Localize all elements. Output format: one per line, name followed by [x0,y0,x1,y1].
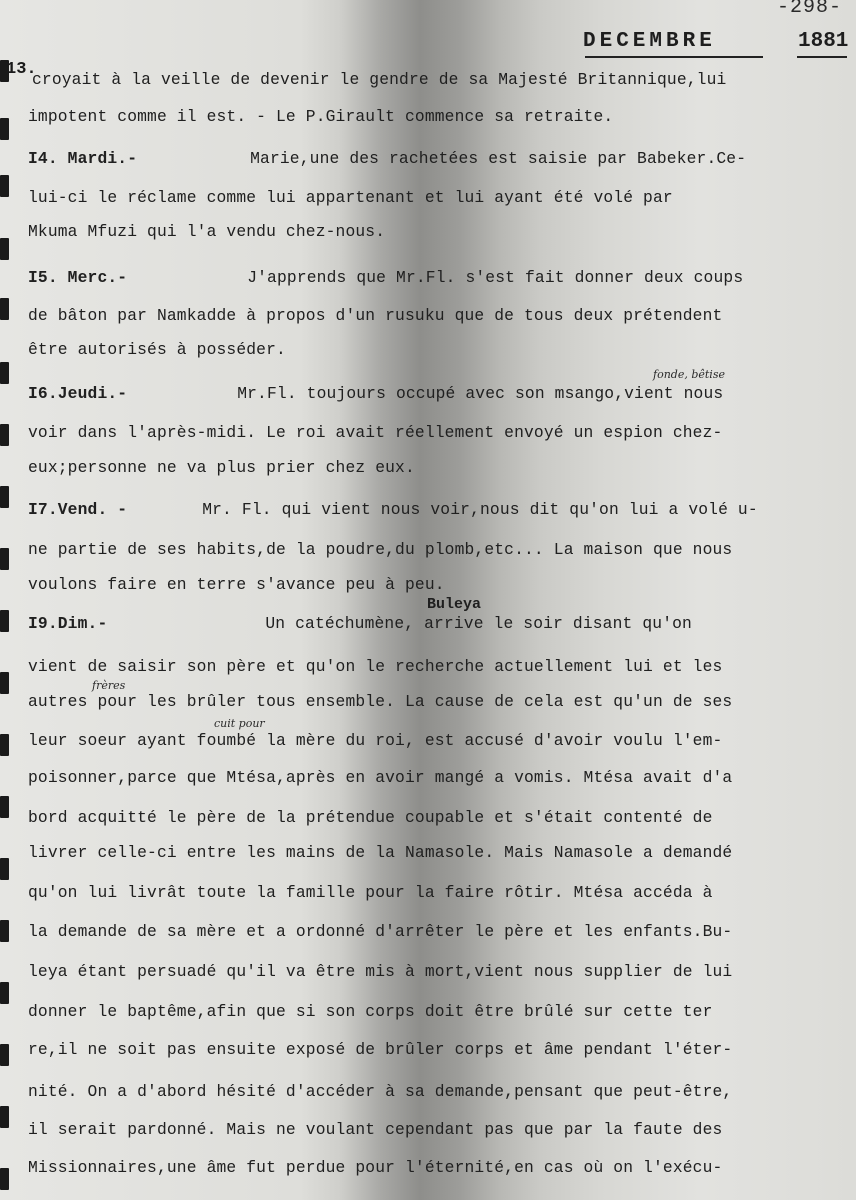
text-line: nité. On a d'abord hésité d'accéder à sa demande,pensant que peut-être, [28,1082,733,1101]
text-line: être autorisés à posséder. [28,340,286,359]
text-line: impotent comme il est. - Le P.Girault commence sa retraite. [28,107,614,126]
text-line: I7.Vend. - Mr. Fl. qui vient nous voir,nous dit qu'on lui a volé u- [28,500,758,519]
entry-date: I6.Jeudi.- [28,384,128,403]
text-line: voulons faire en terre s'avance peu à peu. [28,575,445,594]
entry-date: I4. Mardi.- [28,149,138,168]
text-line: qu'on lui livrât toute la famille pour la faire rôtir. Mtésa accéda à [28,883,713,902]
text-line: I9.Dim.- Un catéchumène, arrive le soir disant qu'on [28,614,692,633]
page-number: -298- [776,0,842,19]
text-line: bord acquitté le père de la prétendue coupable et s'était contenté de [28,808,713,827]
text-line: eux;personne ne va plus prier chez eux. [28,458,415,477]
entry-date: I9.Dim.- [28,614,108,633]
header-year-underline [797,56,847,58]
entry-date: I5. Merc.- [28,268,128,287]
text-line: I6.Jeudi.- Mr.Fl. toujours occupé avec son msango,vient nous [28,384,724,403]
header-year: 1881 [798,30,849,53]
text-line: re,il ne soit pas ensuite exposé de brûler corps et âme pendant l'éter- [28,1040,733,1059]
text-line: Missionnaires,une âme fut perdue pour l'éternité,en cas où on l'exécu- [28,1158,723,1177]
text-line: lui-ci le réclame comme lui appartenant et lui ayant été volé par [28,188,673,207]
text-line: de bâton par Namkadde à propos d'un rusuku que de tous deux prétendent [28,306,723,325]
text-line: vient de saisir son père et qu'on le recherche actuellement lui et les [28,657,723,676]
text-line: croyait à la veille de devenir le gendre de sa Majesté Britannique,lui [32,70,727,89]
text-line: ne partie de ses habits,de la poudre,du plomb,etc... La maison que nous [28,540,733,559]
handwritten-annotation: cuit pour [214,717,265,730]
text-line: I4. Mardi.- Marie,une des rachetées est saisie par Babeker.Ce- [28,149,747,168]
binder-holes [0,0,10,1200]
header-month-underline [585,56,763,58]
text-line: autres pour les brûler tous ensemble. La cause de cela est qu'un de ses [28,692,733,711]
text-line: voir dans l'après-midi. Le roi avait réellement envoyé un espion chez- [28,423,723,442]
handwritten-annotation: frères [92,679,126,692]
text-line: Mkuma Mfuzi qui l'a vendu chez-nous. [28,222,386,241]
header-month: DECEMBRE [583,30,716,53]
inserted-name: Buleya [427,596,482,613]
margin-number: 13. [6,60,37,79]
text-line: donner le baptême,afin que si son corps doit être brûlé sur cette ter [28,1002,713,1021]
text-line: leur soeur ayant foumbé la mère du roi, est accusé d'avoir voulu l'em- [28,731,723,750]
text-line: la demande de sa mère et a ordonné d'arrêter le père et les enfants.Bu- [28,922,733,941]
handwritten-annotation: fonde, bêtise [653,368,725,381]
text-line: I5. Merc.- J'apprends que Mr.Fl. s'est fait donner deux coups [28,268,744,287]
entry-date: I7.Vend. - [28,500,128,519]
text-line: il serait pardonné. Mais ne voulant cependant pas que par la faute des [28,1120,723,1139]
text-line: poisonner,parce que Mtésa,après en avoir mangé a vomis. Mtésa avait d'a [28,768,733,787]
text-line: livrer celle-ci entre les mains de la Namasole. Mais Namasole a demandé [28,843,733,862]
text-line: leya étant persuadé qu'il va être mis à mort,vient nous supplier de lui [28,962,733,981]
